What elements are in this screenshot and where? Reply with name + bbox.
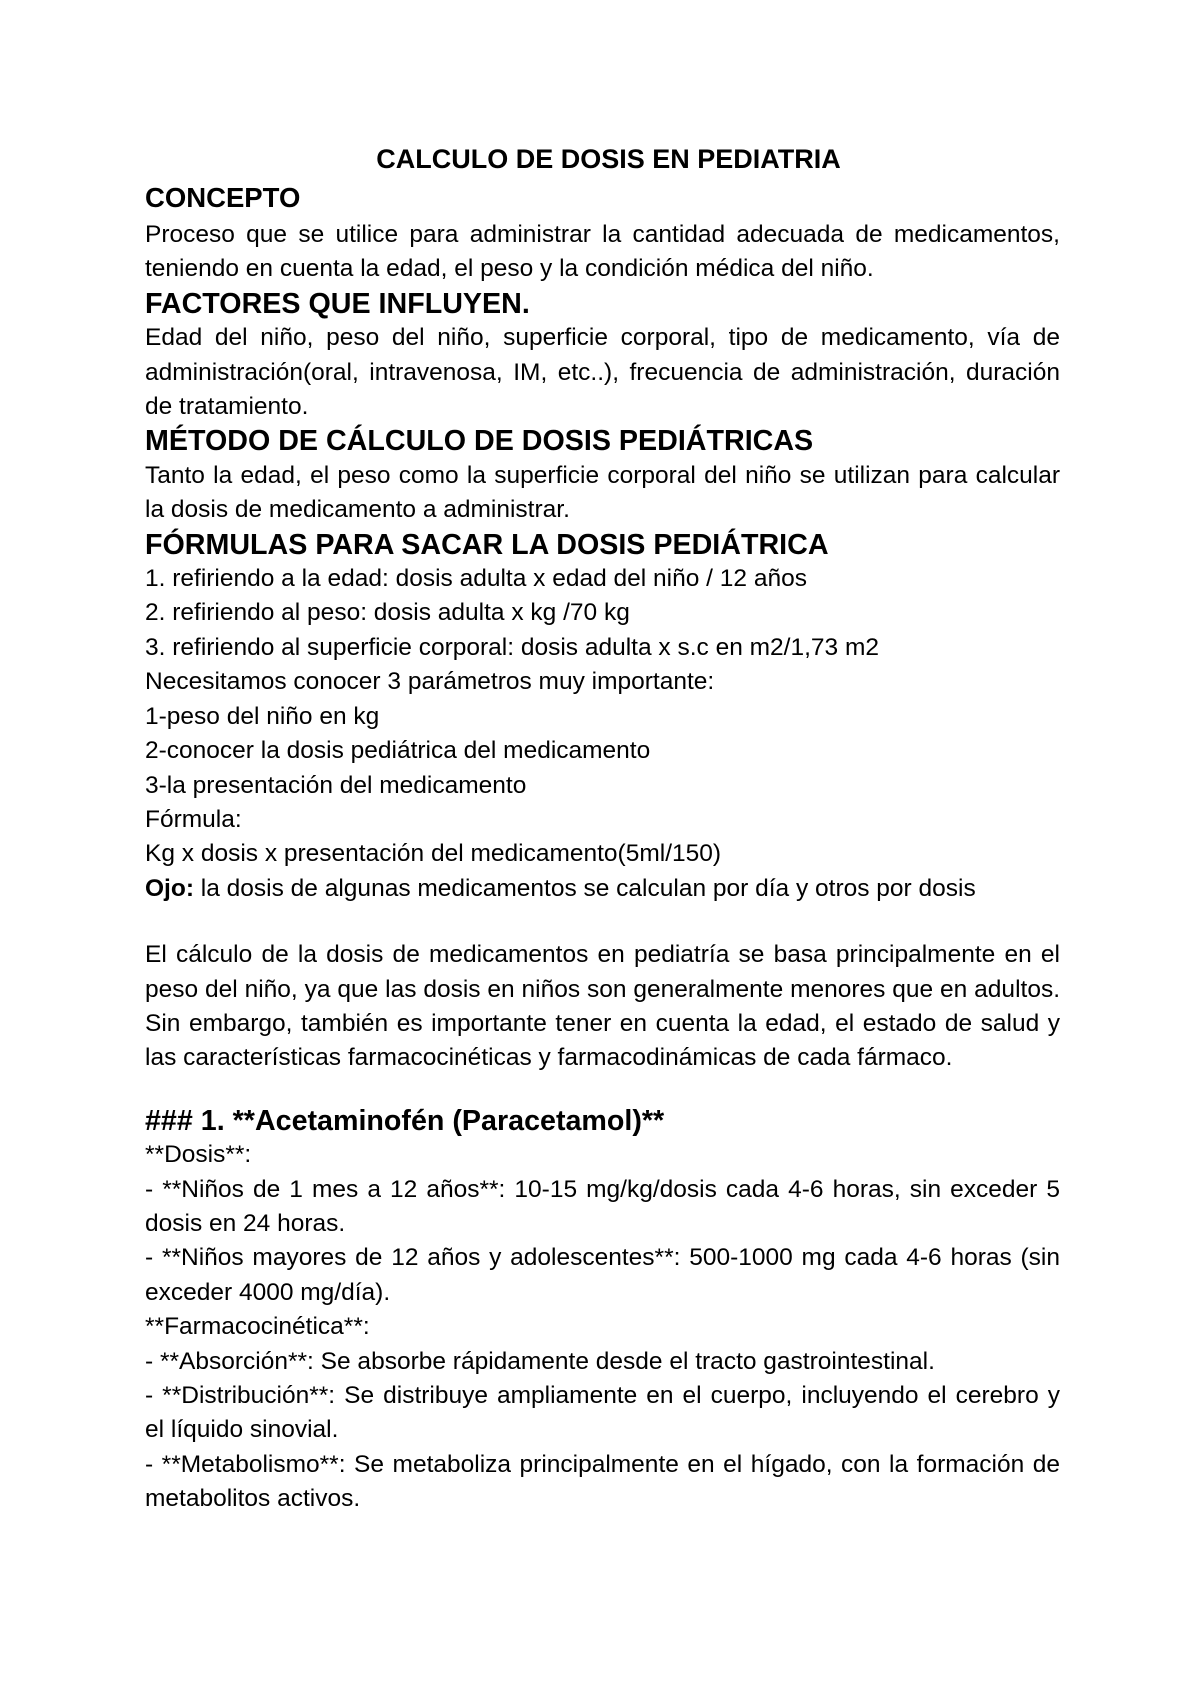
formulas-heading: FÓRMULAS PARA SACAR LA DOSIS PEDIÁTRICA [145,528,829,561]
pk-item: - **Metabolismo**: Se metaboliza principalmente en el hígado, con la formación de metabolitos activos. [145,1450,1060,1513]
method-heading: MÉTODO DE CÁLCULO DE DOSIS PEDIÁTRICAS [145,425,814,458]
dose-item: - **Niños de 1 mes a 12 años**: 10-15 mg/kg/dosis cada 4-6 horas, sin exceder 5 dosis en 24 horas. [145,1175,1060,1237]
method-text: Tanto la edad, el peso como la superficie corporal del niño se utilizan para calcular la dosis de medicamento a administrar. [145,461,1060,524]
note-text: la dosis de algunas medicamentos se calculan por día y otros por dosis [194,874,976,902]
params-intro: Necesitamos conocer 3 parámetros muy importante: [145,668,715,696]
formula-item: 3. refiriendo al superficie corporal: dosis adulta x s.c en m2/1,73 m2 [145,633,880,661]
section-heading: ### 1. **Acetaminofén (Paracetamol)** [145,1104,665,1137]
summary-paragraph: El cálculo de la dosis de medicamentos en pediatría se basa principalmente en el peso del niño, ya que las dosis en niños son generalmente menores que en adultos. Sin embargo, también es importante tener en cuenta la edad, el estado de salud y las características farmacocinéticas y farmacodinámicas de cada fármaco. [145,941,1060,1072]
pk-label: **Farmacocinética**: [145,1313,370,1341]
concept-heading: CONCEPTO [145,182,301,213]
document-page [145,140,1060,1517]
dose-label: **Dosis**: [145,1141,252,1169]
spacer [145,1076,1060,1104]
note-label: Ojo: [145,874,194,902]
concept-text: Proceso que se utilice para administrar la cantidad adecuada de medicamentos, teniendo en cuenta la edad, el peso y la condición médica del niño. [145,221,1060,283]
pk-item: - **Distribución**: Se distribuye ampliamente en el cuerpo, incluyendo el cerebro y el líquido sinovial. [145,1382,1060,1444]
param-item: 2-conocer la dosis pediátrica del medicamento [145,737,651,765]
spacer [145,906,1060,938]
document-title: CALCULO DE DOSIS EN PEDIATRIA [376,144,841,174]
param-item: 1-peso del niño en kg [145,702,380,730]
formula-label: Fórmula: [145,805,242,833]
dose-item: - **Niños mayores de 12 años y adolescentes**: 500-1000 mg cada 4-6 horas (sin exceder 4000 mg/día). [145,1244,1060,1306]
pk-item: - **Absorción**: Se absorbe rápidamente desde el tracto gastrointestinal. [145,1347,935,1375]
formula-item: 1. refiriendo a la edad: dosis adulta x edad del niño / 12 años [145,565,807,593]
formula-item: 2. refiriendo al peso: dosis adulta x kg /70 kg [145,599,630,627]
factors-text: Edad del niño, peso del niño, superficie corporal, tipo de medicamento, vía de administración(oral, intravenosa, IM, etc..), frecuencia de administración, duración de tratamiento. [145,324,1060,421]
factors-heading: FACTORES QUE INFLUYEN. [145,287,530,320]
param-item: 3-la presentación del medicamento [145,771,527,799]
formula-text: Kg x dosis x presentación del medicamento(5ml/150) [145,840,722,868]
note-line [145,872,1060,906]
